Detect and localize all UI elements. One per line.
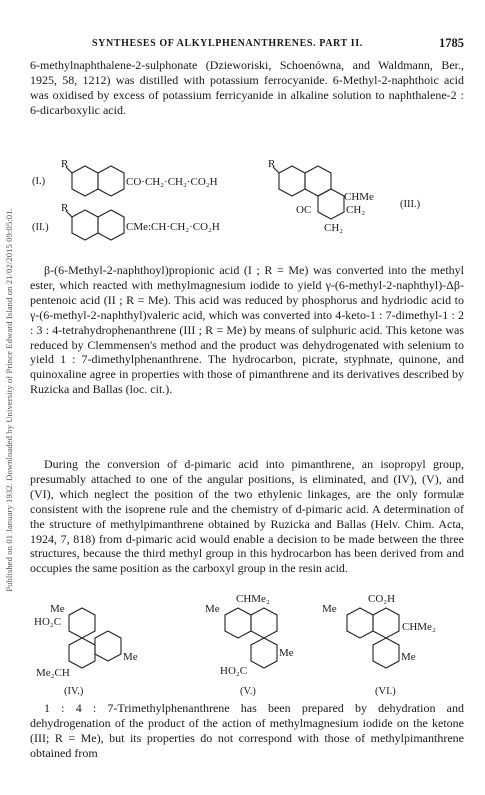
label-I: (I.) [32, 176, 46, 187]
VI-Me-right: Me [401, 651, 416, 663]
R-group-III: R [268, 158, 276, 170]
paragraph-1: 6-methylnaphthalene-2-sulphonate (Dzieworiski, Schoenówna, and Waldmann, Ber., 1925, 58, 1212) was distilled with potassium ferrocyanide. 6-Methyl-2-naphthoic acid was oxidised by excess of potassium ferricyanide in alkaline solution to naphthalene-2 : 6-dicarboxylic acid. [30, 58, 464, 117]
page-number: 1785 [439, 36, 464, 50]
page-header [30, 36, 464, 52]
paragraph-2: β-(6-Methyl-2-naphthoyl)propionic acid (I ; R = Me) was converted into the methyl ester, which reacted with methylmagnesium iodide to yield γ-(6-methyl-2-naphthyl)-Δβ-pentenoic acid (II ; R = Me). This acid was reduced by phosphorus and hydriodic acid to γ-(6-methyl-2-naphthyl)valeric acid, which was converted into 4-keto-1 : 7-dimethyl-1 : 2 : 3 : 4-tetrahydrophenanthrene (III ; R = Me) by means of sulphuric acid. This ketone was reduced by Clemmensen's method and the product was dehydrogenated with selenium to yield 1 : 7-dimethylphenanthrene. The hydrocarbon, picrate, styphnate, quinone, and quinoxaline agree in properties with those of pimanthrene and its derivatives described by Ruzicka and Ballas (loc. cit.). [30, 263, 464, 397]
formula-diagram-bottom [30, 590, 464, 698]
naphthalene-ring-I [66, 166, 124, 196]
label-II: (II.) [32, 222, 49, 233]
formula-diagram-top [30, 152, 464, 262]
paragraph-3: During the conversion of d-pimaric acid into pimanthrene, an isopropyl group, presumably attached to one of the angular positions, is eliminated, and (IV), (V), and (VI), which neglect the position of the two ethylenic linkages, are the only formulæ consistent with the isoprene rule and the chemistry of d-pimaric acid. A determination of the structure of methylpimanthrene obtained by Ruzicka and Ballas (Helv. Chim. Acta, 1924, 7, 818) from d-pimaric acid would enable a decision to be made between the three structures, because the third methyl group in this hydrocarbon has been derived from and occupies the same position as the carboxyl group in the resin acid. [30, 457, 464, 576]
VI-CO2H: CO₂H [368, 593, 396, 605]
download-note-text: Published on 01 January 1932. Downloaded by University of Prince Edward Island on 21/02/2015 09:05:01. [4, 208, 15, 592]
V-CHMe2: CHMe₂ [236, 593, 270, 605]
formula-group-bottom [30, 590, 464, 698]
V-Me-right: Me [279, 647, 294, 659]
label-IV: (IV.) [64, 686, 84, 697]
label-VI: (VI.) [375, 686, 396, 697]
label-III: (III.) [400, 199, 421, 210]
skeleton-IV [69, 608, 121, 668]
III-OC: OC [296, 204, 312, 216]
IV-Me2CH: Me₂CH [36, 667, 70, 679]
V-HO2C: HO₂C [220, 665, 248, 677]
IV-Me-right: Me [123, 651, 138, 663]
III-CHMe: CHMe [344, 191, 374, 203]
skeleton-VI [347, 608, 399, 668]
R-group-II: R [61, 202, 69, 214]
formula-group-top [30, 152, 464, 262]
paragraph-4: 1 : 4 : 7-Trimethylphenanthrene has been prepared by dehydration and dehydrogenation of the product of the action of methylmagnesium iodide on the ketone (III; R = Me), but its properties do not correspond with those of methylpimanthrene obtained from [30, 701, 464, 760]
VI-CHMe2: CHMe₂ [402, 621, 436, 633]
III-CH2-bottom: CH₂ [324, 222, 344, 234]
naphthalene-ring-II [66, 210, 124, 240]
R-group-I: R [61, 158, 69, 170]
V-Me-left: Me [205, 603, 220, 615]
label-V: (V.) [240, 686, 256, 697]
side-chain-II: CMe:CH·CH₂·CO₂H [126, 221, 220, 233]
IV-Me-top: Me [50, 603, 65, 615]
VI-Me-left: Me [322, 603, 337, 615]
III-CH2-mid: CH₂ [346, 204, 366, 216]
IV-HO2C: HO₂C [34, 616, 62, 628]
side-chain-I: CO·CH₂·CH₂·CO₂H [126, 176, 218, 188]
skeleton-V [225, 608, 277, 668]
download-watermark [2, 40, 16, 760]
running-title: SYNTHESES OF ALKYLPHENANTHRENES. PART II. [92, 38, 363, 49]
